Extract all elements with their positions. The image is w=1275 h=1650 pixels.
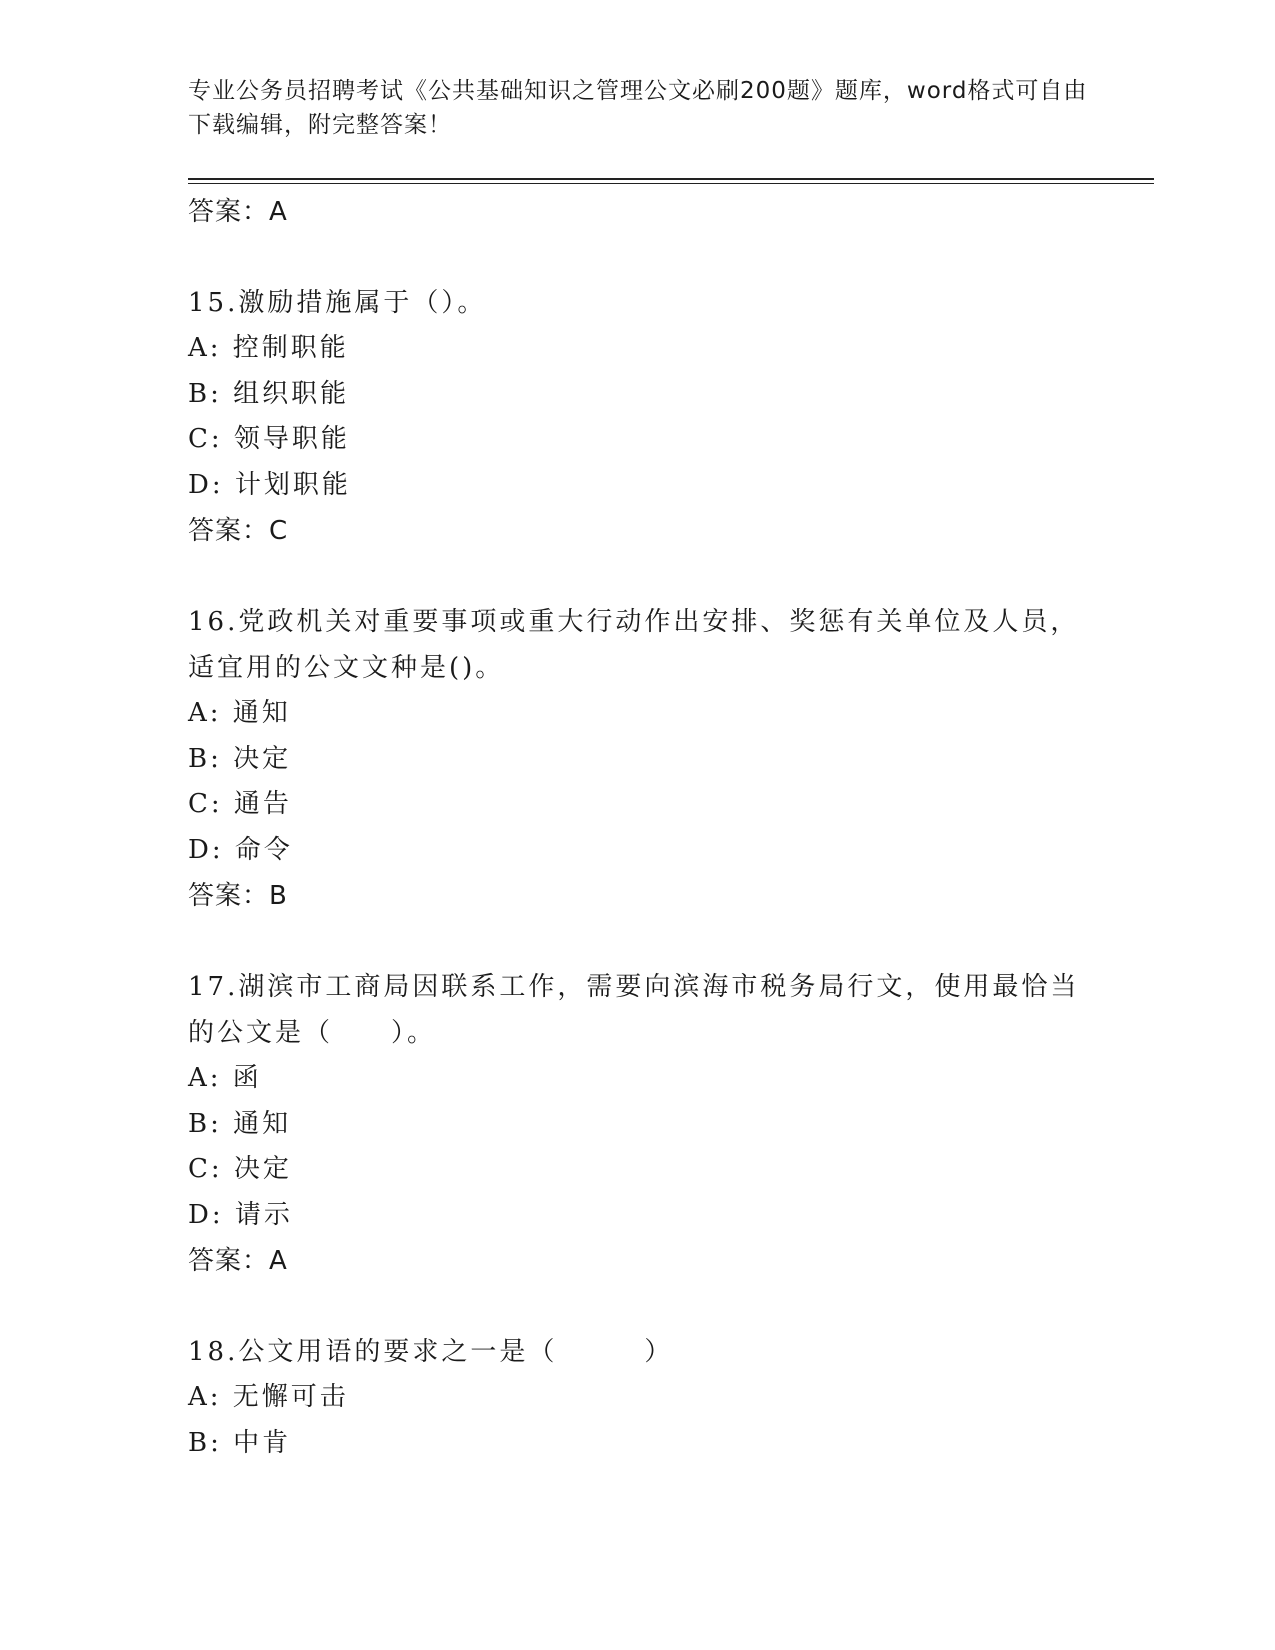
option-a: A: 函 [188, 1063, 262, 1093]
option-d: D: 请示 [188, 1199, 293, 1230]
document-header: 专业公务员招聘考试《公共基础知识之管理公文必刷200题》题库，word格式可自由下载编辑，附完整答案！ [188, 78, 1088, 138]
option-d: D: 命令 [188, 834, 293, 865]
option-d: D: 计划职能 [188, 469, 351, 500]
option-b: B: 组织职能 [188, 378, 350, 409]
option-b: B: 中肯 [188, 1427, 292, 1458]
question-text: 18.公文用语的要求之一是（ ） [188, 1337, 674, 1367]
option-c: C: 决定 [188, 1154, 292, 1184]
option-a: A: 通知 [188, 698, 291, 728]
question-block-17 [188, 964, 1088, 1284]
question-block-18 [188, 1329, 1088, 1466]
question-block-16 [188, 599, 1088, 919]
answer-line: 答案：C [188, 516, 289, 546]
option-b: B: 决定 [188, 743, 292, 774]
question-text: 16.党政机关对重要事项或重大行动作出安排、奖惩有关单位及人员，适宜用的公文文种是()。 [188, 607, 1080, 683]
option-a: A: 无懈可击 [188, 1382, 349, 1412]
option-b: B: 通知 [188, 1108, 292, 1139]
question-text: 15.激励措施属于（）。 [188, 288, 487, 318]
answer-line: 答案：A [188, 1246, 288, 1276]
header-divider-thin [188, 183, 1154, 184]
answer-line: 答案：A [188, 197, 288, 227]
question-text: 17.湖滨市工商局因联系工作，需要向滨海市税务局行文，使用最恰当的公文是（ ）。 [188, 972, 1080, 1048]
option-c: C: 领导职能 [188, 424, 350, 454]
option-c: C: 通告 [188, 789, 292, 819]
question-block-15 [188, 280, 1088, 554]
answer-line: 答案：B [188, 881, 288, 911]
option-a: A: 控制职能 [188, 333, 349, 363]
question-list [188, 189, 1088, 1466]
header-divider-thick [188, 178, 1154, 180]
